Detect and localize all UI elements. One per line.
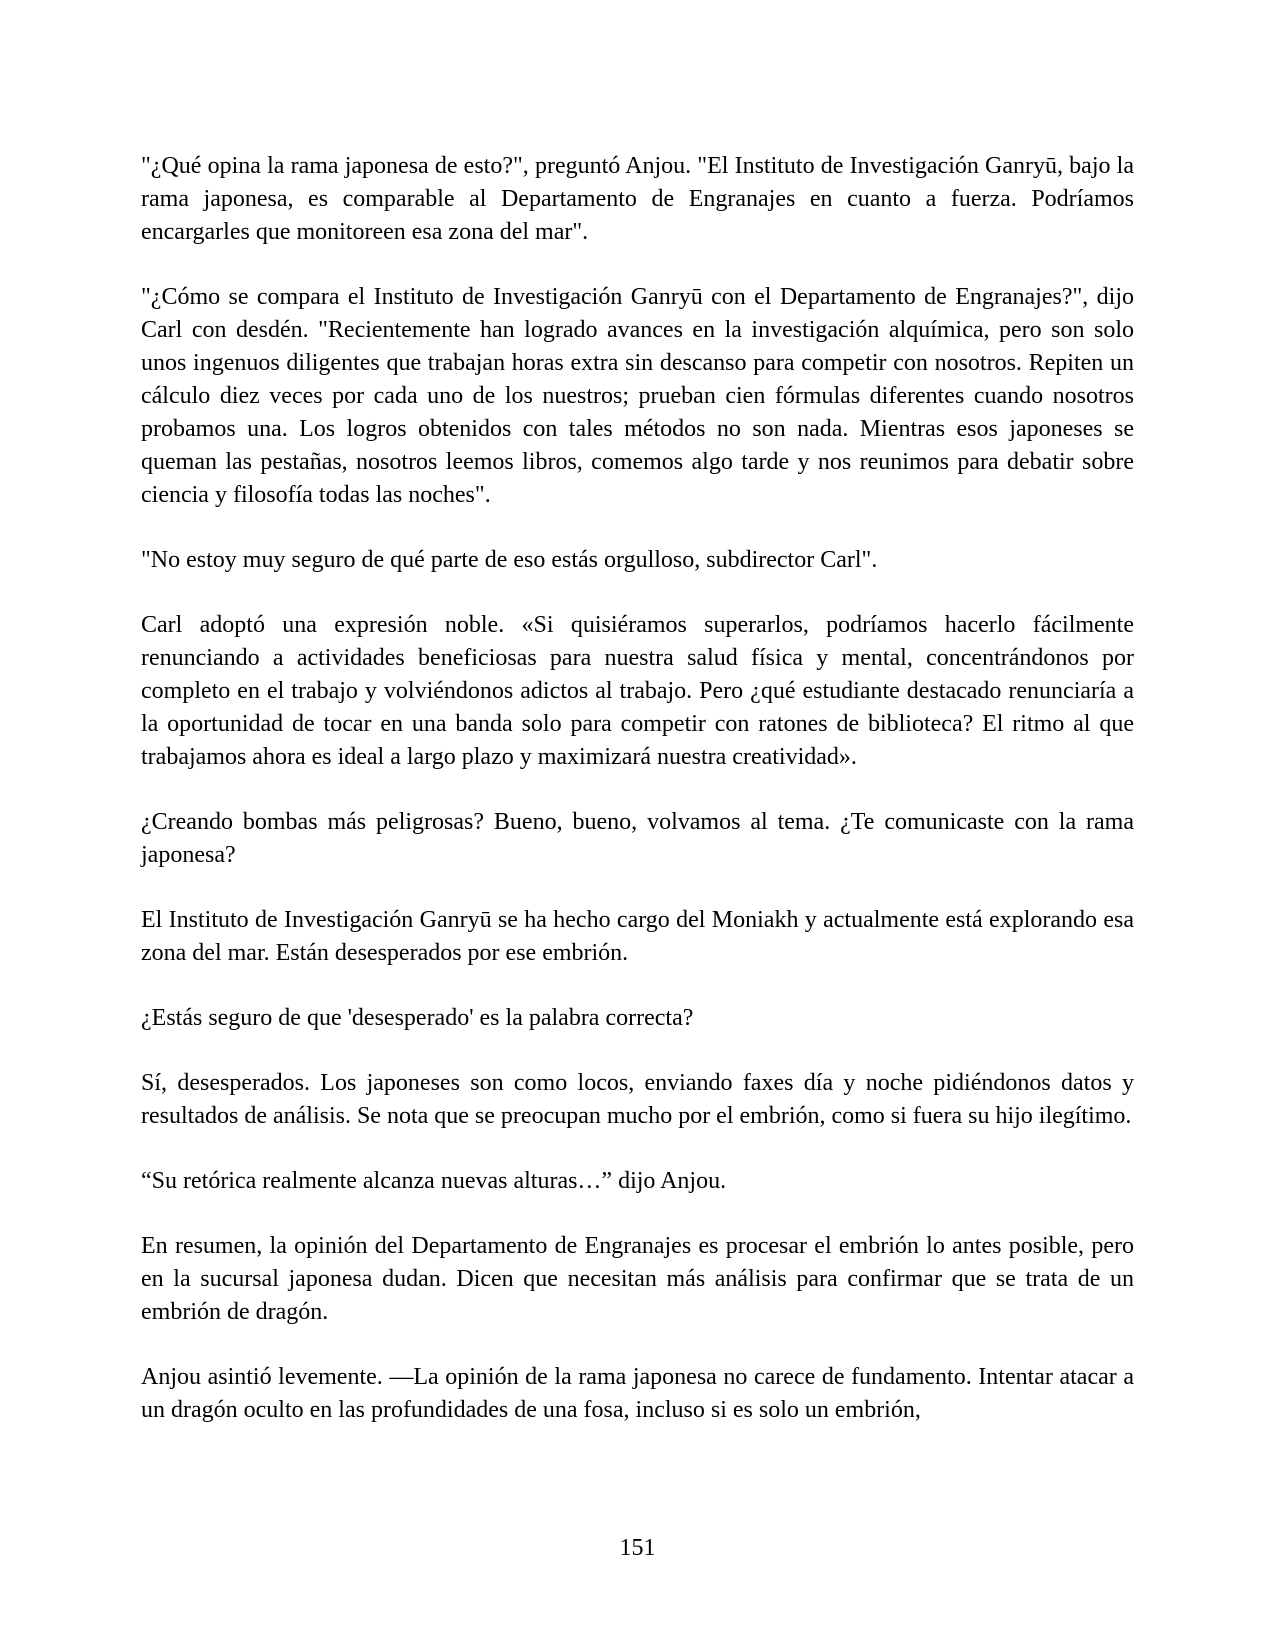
page-content	[141, 150, 1134, 1459]
paragraph: "¿Qué opina la rama japonesa de esto?", preguntó Anjou. "El Instituto de Investigación Ganryū, bajo la rama japonesa, es comparable al Departamento de Engranajes en cuanto a fuerza. Podríamos encargarles que monitoreen esa zona del mar".	[141, 153, 1134, 245]
paragraph: "¿Cómo se compara el Instituto de Investigación Ganryū con el Departamento de Engranajes?", dijo Carl con desdén. "Recientemente han logrado avances en la investigación alquímica, pero son solo unos ingenuos diligentes que trabajan horas extra sin descanso para competir con nosotros. Repiten un cálculo diez veces por cada uno de los nuestros; prueban cien fórmulas diferentes cuando nosotros probamos una. Los logros obtenidos con tales métodos no son nada. Mientras esos japoneses se queman las pestañas, nosotros leemos libros, comemos algo tarde y nos reunimos para debatir sobre ciencia y filosofía todas las noches".	[141, 284, 1134, 508]
paragraph: En resumen, la opinión del Departamento de Engranajes es procesar el embrión lo antes posible, pero en la sucursal japonesa dudan. Dicen que necesitan más análisis para confirmar que se trata de un embrión de dragón.	[141, 1233, 1134, 1325]
paragraph: ¿Creando bombas más peligrosas? Bueno, bueno, volvamos al tema. ¿Te comunicaste con la rama japonesa?	[141, 809, 1134, 868]
paragraph: Carl adoptó una expresión noble. «Si quisiéramos superarlos, podríamos hacerlo fácilmente renunciando a actividades beneficiosas para nuestra salud física y mental, concentrándonos por completo en el trabajo y volviéndonos adictos al trabajo. Pero ¿qué estudiante destacado renunciaría a la oportunidad de tocar en una banda solo para competir con ratones de biblioteca? El ritmo al que trabajamos ahora es ideal a largo plazo y maximizará nuestra creatividad».	[141, 612, 1134, 770]
paragraph: “Su retórica realmente alcanza nuevas alturas…” dijo Anjou.	[141, 1168, 727, 1194]
paragraph: Sí, desesperados. Los japoneses son como locos, enviando faxes día y noche pidiéndonos datos y resultados de análisis. Se nota que se preocupan mucho por el embrión, como si fuera su hijo ilegítimo.	[141, 1070, 1134, 1129]
paragraph: "No estoy muy seguro de qué parte de eso estás orgulloso, subdirector Carl".	[141, 547, 878, 573]
paragraph: ¿Estás seguro de que 'desesperado' es la palabra correcta?	[141, 1005, 694, 1031]
paragraph: Anjou asintió levemente. —La opinión de la rama japonesa no carece de fundamento. Intentar atacar a un dragón oculto en las profundidades de una fosa, incluso si es solo un embrión,	[141, 1364, 1134, 1423]
page-number: 151	[619, 1535, 656, 1561]
paragraph: El Instituto de Investigación Ganryū se ha hecho cargo del Moniakh y actualmente está explorando esa zona del mar. Están desesperados por ese embrión.	[141, 907, 1134, 966]
